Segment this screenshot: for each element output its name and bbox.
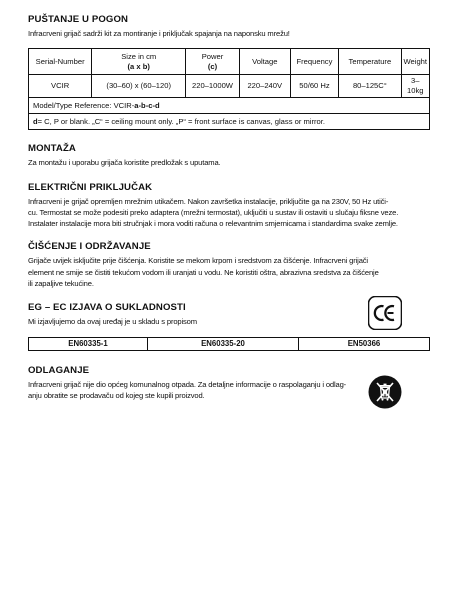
spec-table [28,48,430,130]
cleaning-title: ČIŠĆENJE I ODRŽAVANJE [28,241,151,253]
disposal-line-2: anju obratite se prodavaču od kojeg ste kupili proizvod. [28,390,205,400]
model-reference: Model/Type Reference: VCIR-a-b-c-d [29,98,430,114]
spec-value-serial: VCIR [29,75,92,98]
spec-header-size: Size in cm (a x b) [92,49,186,75]
spec-header-voltage: Voltage [239,49,290,75]
spec-header-weight: Weight [401,49,430,75]
standard-2: EN60335-20 [148,337,299,350]
disposal-line-1: Infracrveni grijač nije dio općeg komunalnog otpada. Za detaljne informacije o raspolaganju i odlag- [28,379,347,389]
conformity-title: EG – EC IZJAVA O SUKLADNOSTI [28,302,186,314]
electrical-line-1: Infracrveni je grijač opremljen mrežnim utikačem. Nakon završetka instalacije, priključite ga na 230V, 50 Hz utiči- [28,196,389,206]
mounting-text: Za montažu i uporabu grijača koristite predložak s uputama. [28,158,221,168]
spec-model-row [29,98,430,114]
startup-section [28,14,430,39]
standards-row [29,337,430,350]
crossed-out-bin-icon [368,375,402,409]
mounting-title: MONTAŽA [28,143,76,155]
cleaning-section [28,241,430,289]
electrical-section [28,182,430,230]
spec-value-frequency: 50/60 Hz [290,75,339,98]
spec-value-size: (30–60) x (60–120) [92,75,186,98]
spec-note-row [29,114,430,130]
spec-value-row [29,75,430,98]
electrical-line-3: Instalater instalacije mora biti stručnjak i mora voditi računa o relevantnim smjernicama i standardima svake zemlje. [28,219,398,229]
spec-value-temperature: 80–125C° [339,75,401,98]
conformity-text: Mi izjavljujemo da ovaj uređaj je u skladu s propisom [28,317,197,327]
mounting-section [28,143,430,168]
disposal-title: ODLAGANJE [28,364,90,376]
spec-header-row [29,49,430,75]
spec-header-serial: Serial-Number [29,49,92,75]
manual-page [28,14,430,401]
cleaning-line-2: element ne smije se čistiti tekućom vodom ili uranjati u vodu. Ne koristiti oštra, abrazivna sredstva za čišćenje [28,267,379,277]
spec-value-voltage: 220–240V [239,75,290,98]
ce-mark-icon [368,296,402,330]
spec-value-weight: 3–10kg [401,75,430,98]
spec-header-frequency: Frequency [290,49,339,75]
cleaning-line-1: Grijače uvijek isključite prije čišćenja. Koristite se mekom krpom i sredstvom za čišćenje. Infracrveni grijači [28,256,368,266]
cleaning-line-3: ili zapaljive tekućine. [28,279,94,289]
standard-3: EN50366 [299,337,430,350]
electrical-line-2: cu. Termostat se može podesiti preko adaptera (mrežni termostat), uključiti u sustav ili ostaviti u slučaju fiksne veze. [28,207,399,217]
spec-value-power: 220–1000W [186,75,240,98]
electrical-title: ELEKTRIČNI PRIKLJUČAK [28,181,153,193]
standards-table [28,337,430,351]
model-note: d= C, P or blank. „C“ = ceiling mount only. „P“ = front surface is canvas, glass or mirror. [29,114,430,130]
spec-header-temperature: Temperature [339,49,401,75]
startup-text: Infracrveni grijač sadrži kit za montiranje i priključak spajanja na naponsku mrežu! [28,29,290,38]
standard-1: EN60335-1 [29,337,148,350]
startup-title: PUŠTANJE U POGON [28,14,129,25]
spec-header-power: Power (c) [186,49,240,75]
